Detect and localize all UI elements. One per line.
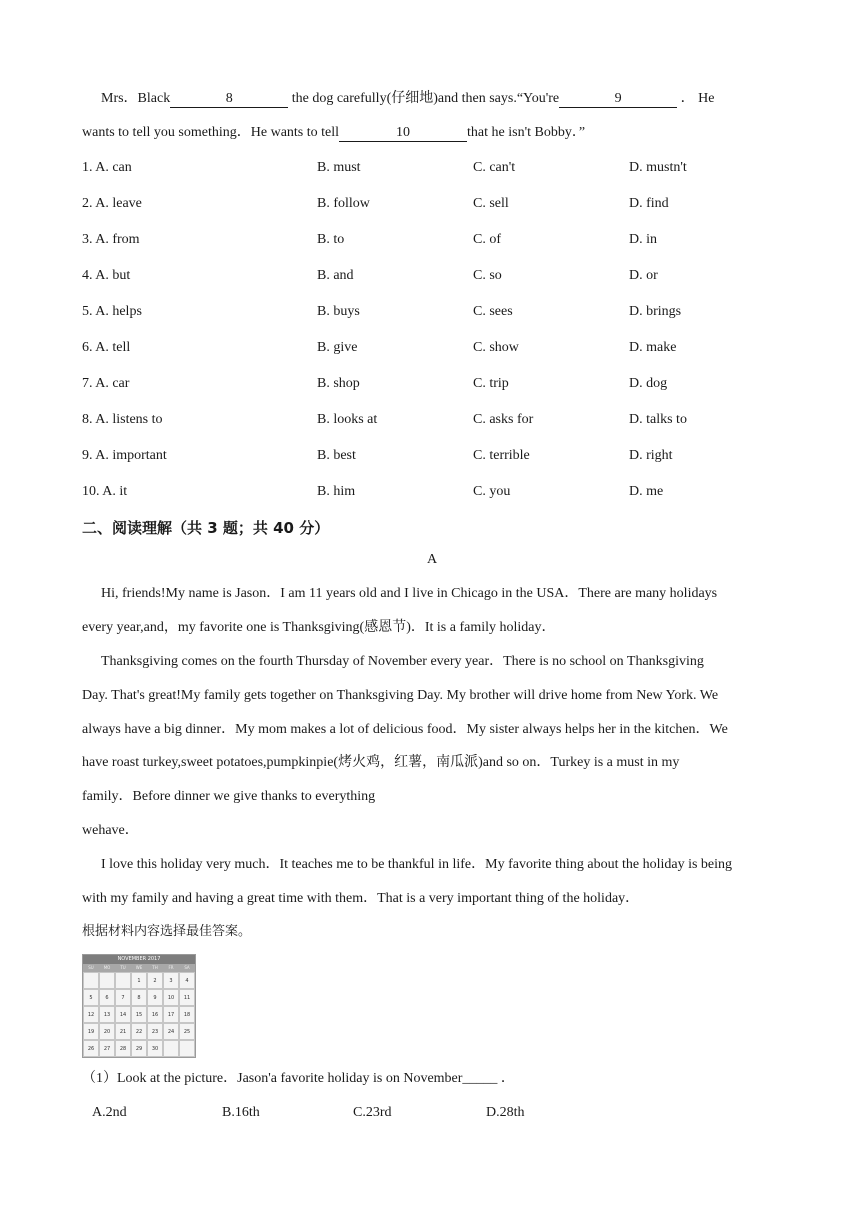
option-c[interactable]: C. so (473, 268, 502, 283)
instruction: 根据材料内容选择最佳答案。 (82, 924, 252, 939)
option-c[interactable]: C. of (473, 232, 501, 247)
question-1: （1）Look at the picture．Jason'a favorite holiday is on November_____ ． (82, 1071, 515, 1086)
calendar-cell: 29 (131, 1040, 147, 1057)
calendar-weekday: TH (152, 965, 158, 970)
calendar-cell: 7 (115, 989, 131, 1006)
calendar-cell: 23 (147, 1023, 163, 1040)
section-title: 二、阅读理解（共 3 题；共 40 分） (82, 519, 330, 537)
option-b[interactable]: B. buys (317, 304, 360, 319)
calendar-cell (179, 1040, 195, 1057)
option-a[interactable]: 1. A. can (82, 160, 132, 175)
calendar-weekday: SU (88, 965, 94, 970)
option-c[interactable]: C. you (473, 484, 511, 499)
question-row (82, 410, 782, 430)
calendar-cell: 21 (115, 1023, 131, 1040)
calendar-cell: 6 (99, 989, 115, 1006)
option-c[interactable]: C. sees (473, 304, 513, 319)
p3-line-1: I love this holiday very much．It teaches me to be thankful in life．My favorite thing about the holiday is being (101, 857, 733, 872)
calendar-weekdays (83, 964, 195, 972)
option-b[interactable]: B. and (317, 268, 354, 283)
blank-8: 8 (170, 91, 288, 108)
calendar-cell: 19 (83, 1023, 99, 1040)
option-c[interactable]: C. asks for (473, 412, 534, 427)
option-a[interactable]: 10. A. it (82, 484, 128, 499)
passage-text: Mrs．Black (101, 91, 171, 106)
calendar-grid (83, 972, 195, 1057)
p2-line-3: always have a big dinner．My mom makes a lot of delicious food．My sister always helps her in the kitchen．We (82, 722, 728, 737)
calendar-cell: 12 (83, 1006, 99, 1023)
option-a[interactable]: 7. A. car (82, 376, 130, 391)
option-d[interactable]: D. dog (629, 376, 668, 391)
p2-line-2: Day. That's great!My family gets together on Thanksgiving Day. My brother will drive home from New York. We (82, 688, 719, 703)
option-d[interactable]: D. brings (629, 304, 682, 319)
calendar-cell: 24 (163, 1023, 179, 1040)
option-d[interactable]: D. mustn't (629, 160, 687, 175)
calendar-cell: 14 (115, 1006, 131, 1023)
option-d[interactable]: D. in (629, 232, 657, 247)
passage-label: A (426, 552, 438, 567)
passage-text: the dog carefully(仔细地)and then says.“You're (288, 91, 560, 106)
option-c[interactable]: C. can't (473, 160, 516, 175)
passage-text: ． He (677, 91, 715, 106)
option-a[interactable]: 8. A. listens to (82, 412, 163, 427)
option-a[interactable]: 4. A. but (82, 268, 131, 283)
calendar-cell (163, 1040, 179, 1057)
option-d[interactable]: D. talks to (629, 412, 687, 427)
passage-line-1 (101, 89, 714, 109)
p2-line-1: Thanksgiving comes on the fourth Thursday of November every year．There is no school on Thanksgiving (101, 654, 704, 669)
option-b[interactable]: B. looks at (317, 412, 378, 427)
option-c[interactable]: C. sell (473, 196, 509, 211)
option-d[interactable]: D. or (629, 268, 658, 283)
option-d[interactable]: D. right (629, 448, 673, 463)
option-b[interactable]: B. to (317, 232, 345, 247)
calendar-image (82, 954, 196, 1058)
question-row (82, 374, 782, 394)
calendar-cell: 30 (147, 1040, 163, 1057)
calendar-cell: 11 (179, 989, 195, 1006)
calendar-cell: 3 (163, 972, 179, 989)
calendar-title: NOVEMBER 2017 (83, 955, 195, 964)
p2-line-6: wehave． (82, 823, 139, 838)
calendar-cell: 1 (131, 972, 147, 989)
option-b[interactable]: B. best (317, 448, 356, 463)
calendar-cell: 18 (179, 1006, 195, 1023)
question-1-options (82, 1103, 782, 1123)
p3-line-2: with my family and having a great time with them．That is a very important thing of the holiday． (82, 891, 640, 906)
q1-option-c[interactable]: C.23rd (353, 1105, 392, 1120)
calendar-cell: 15 (131, 1006, 147, 1023)
calendar-cell: 22 (131, 1023, 147, 1040)
p2-line-4: have roast turkey,sweet potatoes,pumpkinpie(烤火鸡，红薯，南瓜派)and so on．Turkey is a must in my (82, 755, 680, 770)
question-row (82, 194, 782, 214)
option-c[interactable]: C. show (473, 340, 519, 355)
option-d[interactable]: D. find (629, 196, 669, 211)
calendar-cell (83, 972, 99, 989)
question-row (82, 482, 782, 502)
calendar-cell: 16 (147, 1006, 163, 1023)
question-row (82, 302, 782, 322)
passage-line-2 (82, 123, 585, 143)
p2-line-5: family．Before dinner we give thanks to everything (82, 789, 376, 804)
passage-text: that he isn't Bobby．” (467, 125, 586, 140)
calendar-weekday: TU (120, 965, 126, 970)
q1-option-b[interactable]: B.16th (222, 1105, 260, 1120)
option-b[interactable]: B. give (317, 340, 358, 355)
option-b[interactable]: B. must (317, 160, 361, 175)
calendar-cell: 2 (147, 972, 163, 989)
option-b[interactable]: B. him (317, 484, 356, 499)
option-b[interactable]: B. follow (317, 196, 370, 211)
option-a[interactable]: 9. A. important (82, 448, 167, 463)
passage-text: wants to tell you something．He wants to tell (82, 125, 340, 140)
q1-option-d[interactable]: D.28th (486, 1105, 525, 1120)
calendar-cell: 17 (163, 1006, 179, 1023)
option-a[interactable]: 5. A. helps (82, 304, 142, 319)
calendar-cell: 20 (99, 1023, 115, 1040)
question-row (82, 266, 782, 286)
calendar-cell: 27 (99, 1040, 115, 1057)
calendar-cell: 9 (147, 989, 163, 1006)
calendar-cell: 5 (83, 989, 99, 1006)
calendar-cell: 10 (163, 989, 179, 1006)
blank-9: 9 (559, 91, 677, 108)
q1-option-a[interactable]: A.2nd (92, 1105, 127, 1120)
calendar-weekday: WE (135, 965, 143, 970)
calendar-weekday: FR (168, 965, 174, 970)
option-a[interactable]: 2. A. leave (82, 196, 142, 211)
p1-line-2: every year,and，my favorite one is Thanksgiving(感恩节)．It is a family holiday． (82, 620, 556, 635)
calendar-cell: 28 (115, 1040, 131, 1057)
option-a[interactable]: 6. A. tell (82, 340, 131, 355)
calendar-weekday: SA (184, 965, 190, 970)
option-d[interactable]: D. make (629, 340, 677, 355)
calendar-cell: 13 (99, 1006, 115, 1023)
p1-line-1: Hi, friends!My name is Jason．I am 11 years old and I live in Chicago in the USA．There are many holidays (101, 586, 718, 601)
option-d[interactable]: D. me (629, 484, 664, 499)
calendar-cell (99, 972, 115, 989)
question-row (82, 446, 782, 466)
option-c[interactable]: C. terrible (473, 448, 530, 463)
question-row (82, 230, 782, 250)
option-c[interactable]: C. trip (473, 376, 509, 391)
calendar-cell: 4 (179, 972, 195, 989)
calendar-cell: 8 (131, 989, 147, 1006)
calendar-weekday: MO (103, 965, 111, 970)
question-row (82, 158, 782, 178)
option-b[interactable]: B. shop (317, 376, 360, 391)
calendar-cell (115, 972, 131, 989)
calendar-cell: 26 (83, 1040, 99, 1057)
question-row (82, 338, 782, 358)
calendar-cell: 25 (179, 1023, 195, 1040)
option-a[interactable]: 3. A. from (82, 232, 140, 247)
blank-10: 10 (339, 125, 467, 142)
